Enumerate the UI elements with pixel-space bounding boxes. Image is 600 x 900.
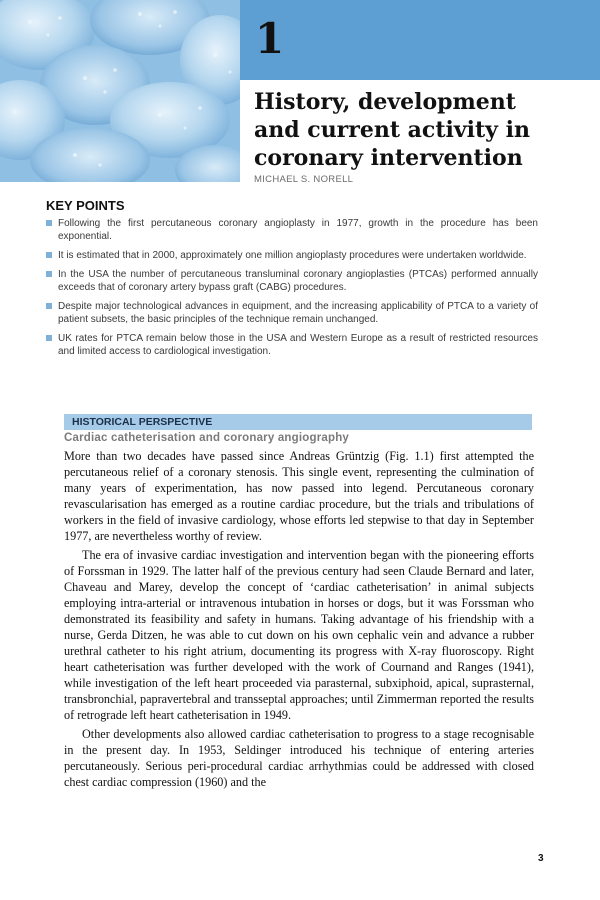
chapter-header-cell-image <box>0 0 240 182</box>
square-bullet-icon <box>46 335 52 341</box>
chapter-title <box>254 88 574 172</box>
body-text <box>64 448 534 793</box>
square-bullet-icon <box>46 271 52 277</box>
key-point-text: UK rates for PTCA remain below those in the USA and Western Europe as a result of restricted resources and limited access to cardiological investigation. <box>58 333 538 357</box>
chapter-title-line: coronary intervention <box>254 145 523 171</box>
key-point-text: It is estimated that in 2000, approximately one million angioplasty procedures were undertaken worldwide. <box>58 250 527 261</box>
chapter-title-line: and current activity in <box>254 117 530 143</box>
key-point-item <box>46 268 538 294</box>
key-point-text: In the USA the number of percutaneous transluminal coronary angioplasties (PTCAs) performed annually exceeds that of coronary artery bypass graft (CABG) procedures. <box>58 269 538 293</box>
chapter-number-band <box>240 0 600 80</box>
section-subheading: Cardiac catheterisation and coronary angiography <box>64 432 350 444</box>
square-bullet-icon <box>46 252 52 258</box>
key-point-item <box>46 217 538 243</box>
square-bullet-icon <box>46 220 52 226</box>
key-point-item <box>46 332 538 358</box>
chapter-author: MICHAEL S. NORELL <box>254 174 354 185</box>
body-paragraph: More than two decades have passed since Andreas Grüntzig (Fig. 1.1) first attempted the percutaneous relief of a coronary stenosis. This single event, representing the culmination of many years of experimentation, has now passed into legend. Percutaneous coronary revascularisation has emerged as a routine cardiac procedure, but the trials and tribulations of workers in the field of invasive cardiology, whose efforts led stepwise to that day in September 1977, are nevertheless worthy of review. <box>64 449 534 543</box>
square-bullet-icon <box>46 303 52 309</box>
section-heading: HISTORICAL PERSPECTIVE <box>72 416 213 428</box>
key-points-heading: KEY POINTS <box>46 198 125 213</box>
page-number: 3 <box>538 853 544 864</box>
key-point-text: Despite major technological advances in equipment, and the increasing applicability of PTCA to a variety of patient subsets, the basic principles of the technique remain unchanged. <box>58 301 538 325</box>
section-heading-bar <box>64 414 532 430</box>
body-paragraph: The era of invasive cardiac investigation and intervention began with the pioneering efforts of Forssman in 1929. The latter half of the previous century had seen Claude Bernard and later, Chaveau and Marey, develop the concept of ‘cardiac catheterisation’ in animal subjects employing intra-arterial or intravenous intubation in horses or dogs, but it was Forssman who demonstrated its feasibility and safety in humans. Taking advantage of his friendship with a nurse, Gerda Ditzen, he was able to cut down on his own cephalic vein and advance a rubber urethral catheter to his right atrium, documenting its progress with X-ray fluoroscopy. Right heart catheterisation was further developed with the work of Cournand and Ranges (1941), while investigation of the left heart proceeded via parasternal, subxiphoid, apical, suprasternal, transbronchial, papravertebral and transseptal approaches; until Zimmerman reported the results of retrograde left heart catheterisation in 1949. <box>64 548 534 722</box>
key-point-item <box>46 300 538 326</box>
key-point-item <box>46 249 538 262</box>
chapter-title-line: History, development <box>254 89 516 115</box>
chapter-number: 1 <box>255 14 285 63</box>
key-point-text: Following the first percutaneous coronary angioplasty in 1977, growth in the procedure has been exponential. <box>58 218 538 242</box>
key-points-list <box>46 217 538 364</box>
body-paragraph: Other developments also allowed cardiac catheterisation to progress to a stage recognisable in the present day. In 1953, Seldinger introduced his technique of entering arteries percutaneously. Serious peri-procedural cardiac arrhythmias could be addressed with closed chest cardiac compression (1960) and the <box>64 727 534 789</box>
